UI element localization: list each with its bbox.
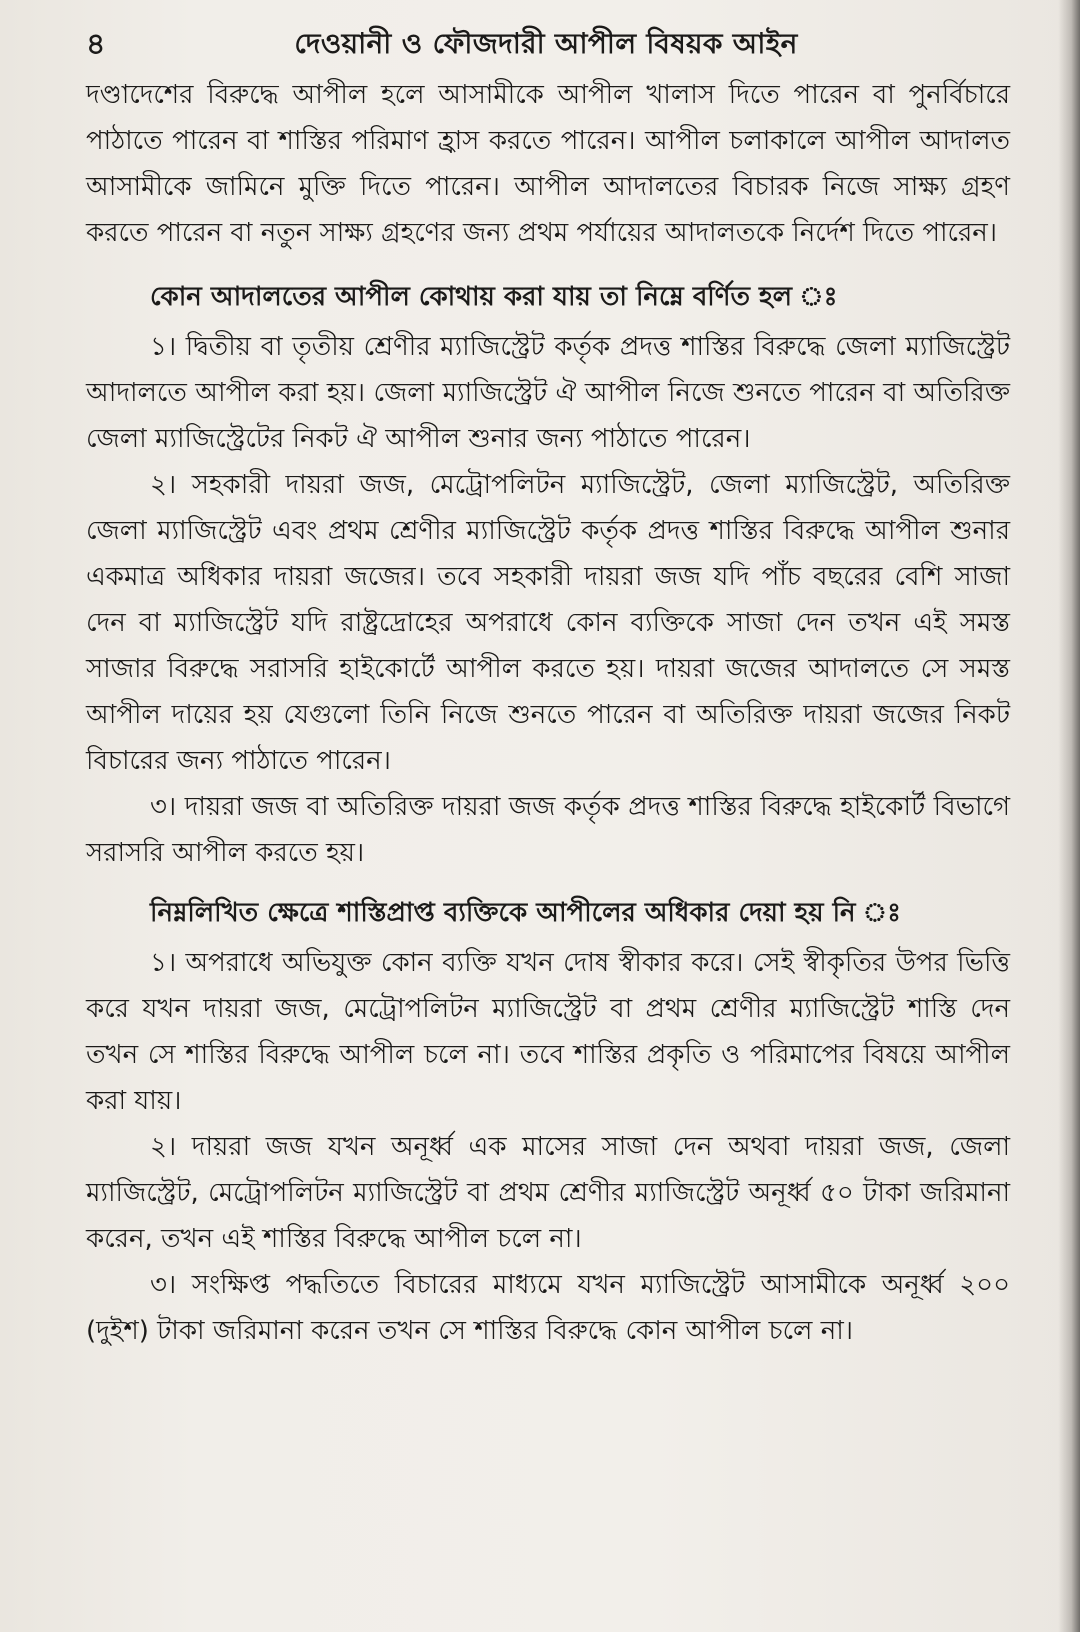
- appeal-venue-item-3: ৩। দায়রা জজ বা অতিরিক্ত দায়রা জজ কর্তৃক প্রদত্ত শাস্তির বিরুদ্ধে হাইকোর্ট বিভাগে সরাসরি আপীল করতে হয়।: [86, 792, 1010, 868]
- page-number: ৪: [86, 27, 106, 62]
- intro-paragraph: দণ্ডাদেশের বিরুদ্ধে আপীল হলে আসামীকে আপীল খালাস দিতে পারেন বা পুনর্বিচারে পাঠাতে পারেন বা শাস্তির পরিমাণ হ্রাস করতে পারেন। আপীল চলাকালে আপীল আদালত আসামীকে জামিনে মুক্তি দিতে পারেন। আপীল আদালতের বিচারক নিজে সাক্ষ্য গ্রহণ করতে পারেন বা নতুন সাক্ষ্য গ্রহণের জন্য প্রথম পর্যায়ের আদালতকে নির্দেশ দিতে পারেন।: [86, 80, 1010, 248]
- no-appeal-item-1: ১। অপরাধে অভিযুক্ত কোন ব্যক্তি যখন দোষ স্বীকার করে। সেই স্বীকৃতির উপর ভিত্তি করে যখন দায়রা জজ, মেট্রোপলিটন ম্যাজিস্ট্রেট বা প্রথম শ্রেণীর ম্যাজিস্ট্রেট শাস্তি দেন তখন সে শাস্তির বিরুদ্ধে আপীল চলে না। তবে শাস্তির প্রকৃতি ও পরিমাপের বিষয়ে আপীল করা যায়।: [86, 948, 1010, 1116]
- appeal-venue-item-1: ১। দ্বিতীয় বা তৃতীয় শ্রেণীর ম্যাজিস্ট্রেট কর্তৃক প্রদত্ত শাস্তির বিরুদ্ধে জেলা ম্যাজিস্ট্রেট আদালতে আপীল করা হয়। জেলা ম্যাজিস্ট্রেট ঐ আপীল নিজে শুনতে পারেন বা অতিরিক্ত জেলা ম্যাজিস্ট্রেটের নিকট ঐ আপীল শুনার জন্য পাঠাতে পারেন।: [86, 332, 1010, 454]
- no-appeal-item-2: ২। দায়রা জজ যখন অনূর্ধ্ব এক মাসের সাজা দেন অথবা দায়রা জজ, জেলা ম্যাজিস্ট্রেট, মেট্রোপলিটন ম্যাজিস্ট্রেট বা প্রথম শ্রেণীর ম্যাজিস্ট্রেট অনূর্ধ্ব ৫০ টাকা জরিমানা করেন, তখন এই শাস্তির বিরুদ্ধে আপীল চলে না।: [86, 1132, 1010, 1254]
- page-edge-shadow: [1058, 0, 1080, 1632]
- page-body: [86, 72, 1010, 1354]
- section-heading-appeal-venues: কোন আদালতের আপীল কোথায় করা যায় তা নিম্নে বর্ণিত হল ঃ: [150, 282, 838, 312]
- appeal-venue-item-2: ২। সহকারী দায়রা জজ, মেট্রোপলিটন ম্যাজিস্ট্রেট, জেলা ম্যাজিস্ট্রেট, অতিরিক্ত জেলা ম্যাজিস্ট্রেট এবং প্রথম শ্রেণীর ম্যাজিস্ট্রেট কর্তৃক প্রদত্ত শাস্তির বিরুদ্ধে আপীল শুনার একমাত্র অধিকার দায়রা জজের। তবে সহকারী দায়রা জজ যদি পাঁচ বছরের বেশি সাজা দেন বা ম্যাজিস্ট্রেট যদি রাষ্ট্রদ্রোহের অপরাধে কোন ব্যক্তিকে সাজা দেন তখন এই সমস্ত সাজার বিরুদ্ধে সরাসরি হাইকোর্টে আপীল করতে হয়। দায়রা জজের আদালতে সে সমস্ত আপীল দায়ের হয় যেগুলো তিনি নিজে শুনতে পারেন বা অতিরিক্ত দায়রা জজের নিকট বিচারের জন্য পাঠাতে পারেন।: [86, 470, 1011, 776]
- page-header: [86, 16, 1006, 72]
- section-heading-no-appeal-cases: নিম্নলিখিত ক্ষেত্রে শাস্তিপ্রাপ্ত ব্যক্তিকে আপীলের অধিকার দেয়া হয় নি ঃ: [150, 898, 901, 928]
- running-title: দেওয়ানী ও ফৌজদারী আপীল বিষয়ক আইন: [294, 27, 798, 60]
- no-appeal-item-3: ৩। সংক্ষিপ্ত পদ্ধতিতে বিচারের মাধ্যমে যখন ম্যাজিস্ট্রেট আসামীকে অনূর্ধ্ব ২০০ (দুইশ) টাকা জরিমানা করেন তখন সে শাস্তির বিরুদ্ধে কোন আপীল চলে না।: [86, 1270, 1010, 1346]
